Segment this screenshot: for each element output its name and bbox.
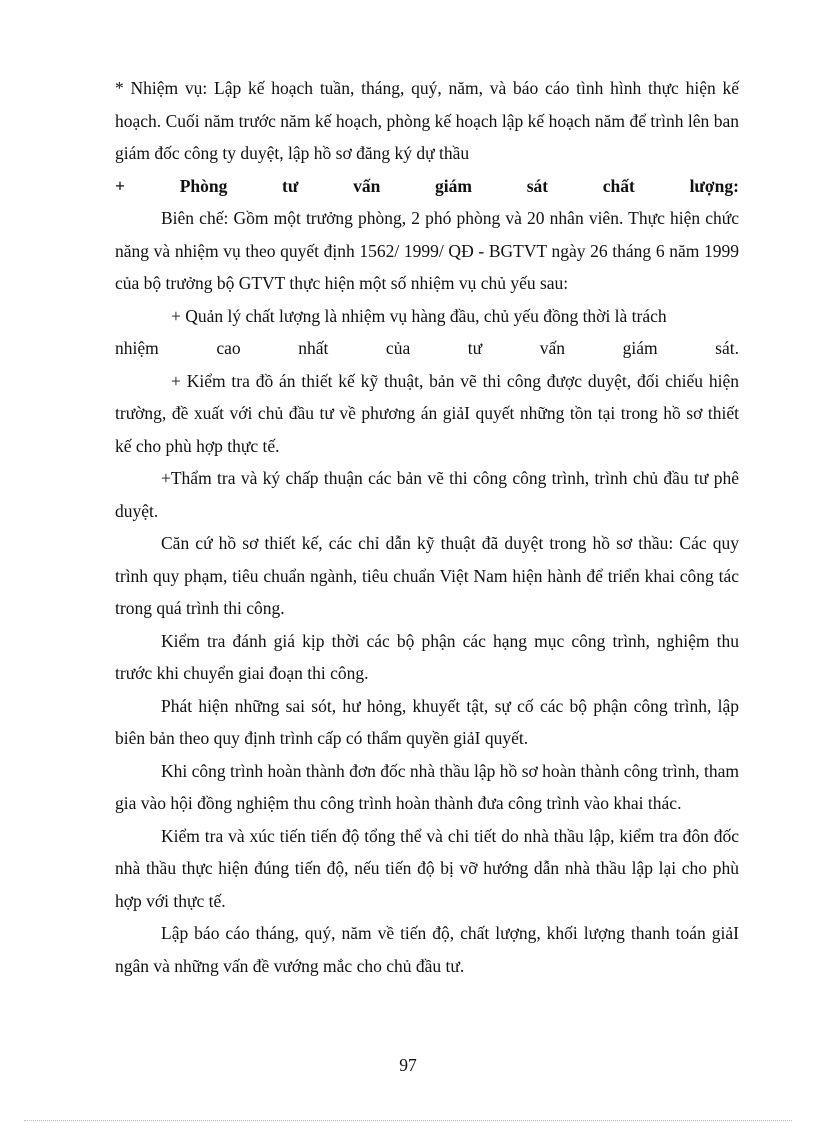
- heading-word: +: [115, 175, 125, 196]
- page-number: 97: [399, 1055, 417, 1075]
- heading-word: tư: [282, 175, 299, 196]
- paragraph-duties: * Nhiệm vụ: Lập kế hoạch tuần, tháng, quý, năm, và báo cáo tình hình thực hiện kế hoạch. Cuối năm trước năm kế hoạch, phòng kế hoạch lập kế hoạch năm để trình lên ban giám đốc công ty duyệt, lập hồ sơ đăng ký dự thầu: [115, 78, 739, 163]
- paragraph-standards: Căn cứ hồ sơ thiết kế, các chỉ dẫn kỹ thuật đã duyệt trong hồ sơ thầu: Các quy trình quy phạm, tiêu chuẩn ngành, tiêu chuẩn Việt Nam hiện hành để triển khai công tác trong quá trình thi công.: [115, 533, 739, 618]
- section-heading: [115, 170, 739, 203]
- paragraph-reporting: Lập báo cáo tháng, quý, năm về tiến độ, chất lượng, khối lượng thanh toán giảI ngân và những vấn đề vướng mắc cho chủ đầu tư.: [115, 923, 739, 976]
- spread-word: vấn: [539, 338, 566, 358]
- spread-word: giám: [622, 338, 658, 358]
- paragraph-quality-line-1: + Quản lý chất lượng là nhiệm vụ hàng đầu, chủ yếu đồng thời là trách: [171, 305, 667, 326]
- spread-word: của: [385, 338, 411, 358]
- heading-word: lượng:: [689, 175, 739, 196]
- heading-word: sát: [526, 175, 549, 196]
- paragraph-defects: Phát hiện những sai sót, hư hỏng, khuyết tật, sự cố các bộ phận công trình, lập biên bản theo quy định trình cấp có thẩm quyền giảI quyết.: [115, 695, 739, 748]
- spread-word: sát.: [715, 338, 739, 358]
- document-body: [115, 72, 739, 982]
- paragraph-approval: +Thẩm tra và ký chấp thuận các bản vẽ thi công công trình, trình chủ đầu tư phê duyệt.: [115, 468, 739, 521]
- page-bottom-rule: [24, 1120, 792, 1121]
- paragraph-completion: Khi công trình hoàn thành đơn đốc nhà thầu lập hồ sơ hoàn thành công trình, tham gia vào hội đồng nghiệm thu công trình hoàn thành đưa công trình vào khai thác.: [115, 760, 739, 813]
- paragraph-schedule: Kiểm tra và xúc tiến tiến độ tổng thể và chi tiết do nhà thầu lập, kiểm tra đôn đốc nhà thầu thực hiện đúng tiến độ, nếu tiến độ bị vỡ hướng dẫn nhà thầu lập lại cho phù hợp với thực tế.: [115, 825, 739, 911]
- paragraph-acceptance: Kiểm tra đánh giá kịp thời các bộ phận các hạng mục công trình, nghiệm thu trước khi chuyển giai đoạn thi công.: [115, 630, 739, 683]
- spread-word: nhất: [298, 338, 329, 358]
- heading-word: chất: [602, 175, 635, 196]
- spread-word: cao: [216, 338, 241, 358]
- paragraph-quality-line-2: [115, 332, 739, 365]
- heading-word: vấn: [353, 175, 381, 196]
- spread-word: nhiệm: [115, 338, 159, 358]
- spread-word: tư: [467, 338, 483, 358]
- heading-word: giám: [435, 175, 472, 196]
- heading-word: Phòng: [179, 175, 228, 196]
- paragraph-design-check: + Kiểm tra đồ án thiết kế kỹ thuật, bản vẽ thi công được duyệt, đối chiếu hiện trường, đề xuất với chủ đầu tư về phương án giảI quyết những tồn tại trong hồ sơ thiết kế cho phù hợp thực tế.: [115, 370, 739, 456]
- paragraph-staffing: Biên chế: Gồm một trưởng phòng, 2 phó phòng và 20 nhân viên. Thực hiện chức năng và nhiệm vụ theo quyết định 1562/ 1999/ QĐ - BGTVT ngày 26 tháng 6 năm 1999 của bộ trưởng bộ GTVT thực hiện một số nhiệm vụ chủ yếu sau:: [115, 208, 739, 293]
